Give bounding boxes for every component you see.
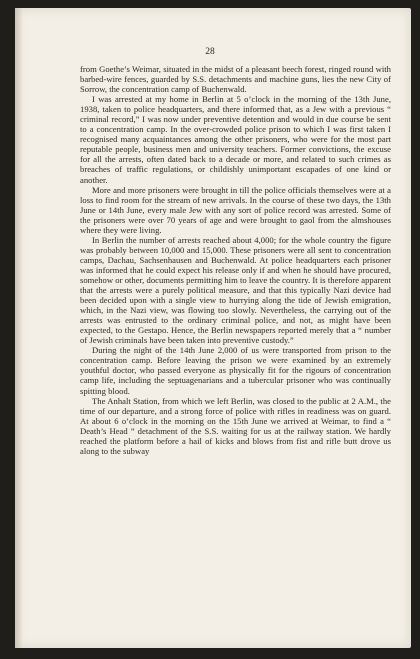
paragraph: In Berlin the number of arrests reached about 4,000; for the whole country the figure was probably between 10,000 and 15,000. These prisoners were all sent to concentration camps, Dachau, Sachsenhausen and Buchenwald. At police headquarters each prisoner was informed that he could expect his release only if and when he should have procured, somehow or other, documents permitting him to leave the country. It is therefore apparent that the arrests were a purely political measure, and that this typically Nazi device had been decided upon with a single view to hurrying along the tide of Jewish emigration, which, in the Nazi view, was flowing too slowly. Nevertheless, the carrying out of the arrests was entrusted to the ordinary criminal police, and not, as might have been expected, to the Gestapo. Hence, the Berlin newspapers reported merely that a “ number of Jewish criminals have been taken into preventive custody.” — [80, 234, 391, 346]
paragraph: from Goethe’s Weimar, situated in the midst of a pleasant beech forest, ringed round with barbed-wire fences, guarded by S.S. detachments and machine guns, lies the new City of Sorrow, the concentration camp of Buchenwald. — [80, 64, 391, 95]
paragraph: The Anhalt Station, from which we left Berlin, was closed to the public at 2 A.M., the time of our departure, and a strong force of police with rifles in readiness was on guard. At about 6 o’clock in the morning on the 15th June we arrived at Weimar, to find a “ Death’s Head ” detachment of the S.S. waiting for us at the railway station. We hardly reached the platform before a hail of kicks and blows from fist and rifle butt drove us along to the subway — [80, 395, 391, 456]
paragraph: More and more prisoners were brought in till the police officials themselves were at a loss to find room for the stream of new arrivals. In the course of these two days, the 13th June or 14th June, every male Jew with any sort of police record was arrested. Some of the prisoners were over 70 years of age and were brought to gaol from the almshouses where they were living. — [80, 184, 391, 235]
body-text — [80, 64, 391, 456]
paragraph: I was arrested at my home in Berlin at 5 o’clock in the morning of the 13th June, 1938, taken to police headquarters, and there informed that, as a Jew with a previous “ criminal record,” I was now under preventive detention and would in due course be sent to a concentration camp. In the over-crowded police prison to which I was first taken I recognised many acquaintances among the other prisoners, who were for the most part reputable people, business men and university teachers. Former convictions, the excuse for all the arrests, often dated back to a decade or more, and related to such crimes as breaches of traffic regulations, or childishly unimportant escapades of one kind or another. — [80, 94, 391, 185]
page-gutter-shadow — [15, 8, 23, 648]
paragraph: During the night of the 14th June 2,000 of us were transported from prison to the concentration camp. Before leaving the prison we were examined by an extremely youthful doctor, who passed everyone as physically fit for the rigours of concentration camp life, including the septuagenarians and a tubercular prisoner who was continually spitting blood. — [80, 345, 391, 396]
page-number: 28 — [205, 47, 215, 57]
